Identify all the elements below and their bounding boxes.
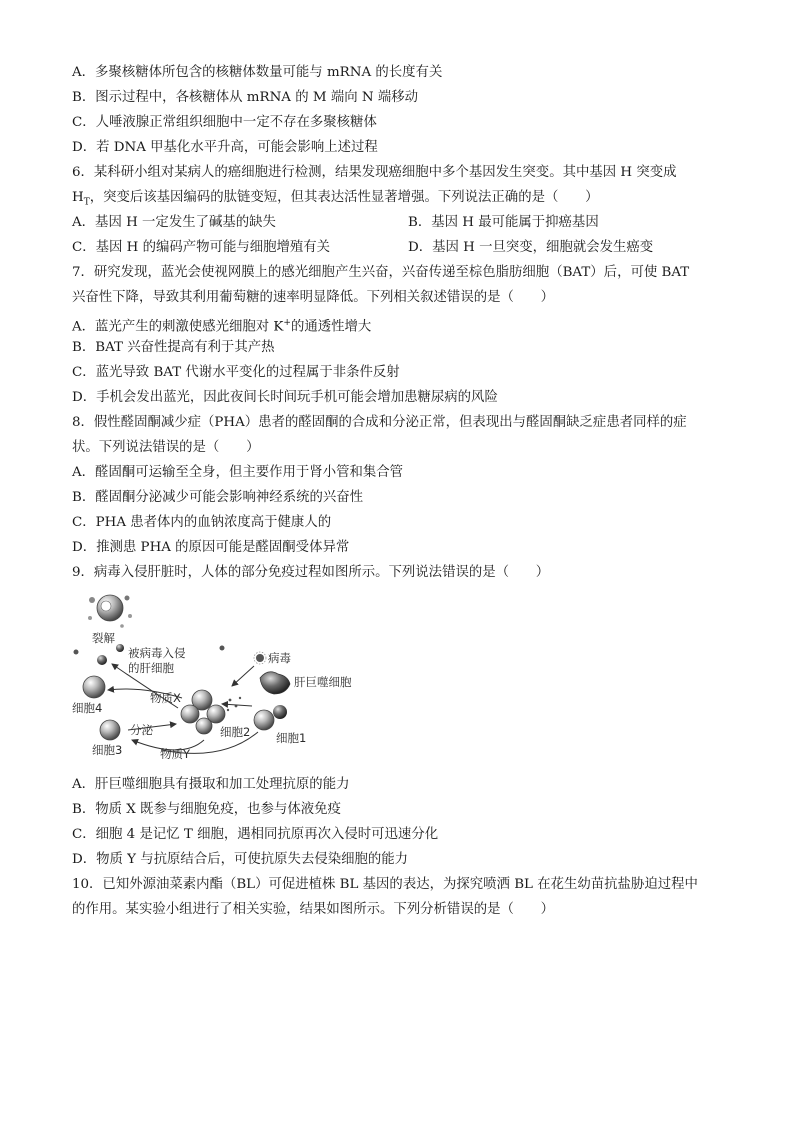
q7-option-a	[72, 313, 371, 333]
label-lyse: 裂解	[92, 631, 115, 645]
label-infected-line1: 被病毒入侵	[128, 646, 186, 660]
q10-stem-line2: 的作用。某实验小组进行了相关实验，结果如图所示。下列分析错误的是（ ）	[72, 902, 555, 917]
lysed-liver-cell	[88, 595, 132, 628]
q8-option-a: A．醛固酮可运输至全身，但主要作用于肾小管和集合管	[72, 465, 404, 480]
q5-option-c: C．人唾液腺正常组织细胞中一定不存在多聚核糖体	[72, 115, 377, 130]
q6-stem-text: ，突变后该基因编码的肽链变短，但其表达活性显著增强。下列说法正确的是（ ）	[89, 190, 599, 205]
q6-gene-subscript: T	[83, 197, 90, 208]
virus-particle	[220, 646, 225, 651]
q5-option-b: B．图示过程中，各核糖体从 mRNA 的 M 端向 N 端移动	[72, 90, 419, 105]
q7-option-c: C．蓝光导致 BAT 代谢水平变化的过程属于非条件反射	[72, 365, 400, 380]
q7-option-b: B．BAT 兴奋性提高有利于其产热	[72, 340, 275, 355]
q5-option-d: D．若 DNA 甲基化水平升高，可能会影响上述过程	[72, 140, 378, 155]
label-substance-x: 物质X	[150, 691, 181, 705]
q6-option-b: B．基因 H 最可能属于抑癌基因	[408, 215, 599, 230]
q6-option-c: C．基因 H 的编码产物可能与细胞增殖有关	[72, 240, 331, 255]
label-secrete: 分泌	[130, 723, 153, 737]
q7-option-a-text-end: 的通透性增大	[290, 319, 372, 335]
q5-option-a: A．多聚核糖体所包含的核糖体数量可能与 mRNA 的长度有关	[72, 65, 443, 80]
q8-option-b: B．醛固酮分泌减少可能会影响神经系统的兴奋性	[72, 490, 364, 505]
immune-process-figure	[72, 590, 372, 762]
q8-option-d: D．推测患 PHA 的原因可能是醛固酮受体异常	[72, 540, 350, 555]
label-cell3: 细胞3	[92, 743, 123, 757]
label-cell2: 细胞2	[220, 725, 251, 739]
q9-option-d: D．物质 Y 与抗原结合后，可使抗原失去侵染细胞的能力	[72, 852, 409, 867]
cell-2-cluster	[181, 690, 225, 734]
q6-stem-line1: 6．某科研小组对某病人的癌细胞进行检测，结果发现癌细胞中多个基因发生突变。其中基因 H 突变成	[72, 165, 677, 180]
infected-liver-cell	[97, 644, 124, 665]
label-cell4: 细胞4	[72, 701, 103, 715]
q10-stem-line1: 10．已知外源油菜素内酯（BL）可促进植株 BL 基因的表达，为探究喷洒 BL 在花生幼苗抗盐胁迫过程中	[72, 877, 698, 892]
label-substance-y: 物质Y	[160, 747, 191, 761]
label-macrophage: 肝巨噬细胞	[294, 675, 352, 689]
q9-option-a: A．肝巨噬细胞具有摄取和加工处理抗原的能力	[72, 777, 350, 792]
cell-3	[100, 720, 120, 740]
q7-stem-line1: 7．研究发现，蓝光会使视网膜上的感光细胞产生兴奋，兴奋传递至棕色脂肪细胞（BAT）后，可使 BAT	[72, 265, 690, 280]
label-virus: 病毒	[268, 651, 291, 665]
q7-stem-line2: 兴奋性下降，导致其利用葡萄糖的速率明显降低。下列相关叙述错误的是（ ）	[72, 290, 555, 305]
q8-option-c: C．PHA 患者体内的血钠浓度高于健康人的	[72, 515, 332, 530]
virus-icon	[254, 652, 266, 664]
q9-option-b: B．物质 X 既参与细胞免疫，也参与体液免疫	[72, 802, 341, 817]
q8-stem-line2: 状。下列说法错误的是（ ）	[72, 440, 260, 455]
q6-option-d: D．基因 H 一旦突变，细胞就会发生癌变	[408, 240, 654, 255]
virus-particle	[74, 650, 79, 655]
cell-4	[83, 676, 105, 698]
liver-macrophage	[260, 672, 290, 694]
label-infected-line2: 的肝细胞	[128, 661, 174, 675]
q9-stem: 9．病毒入侵肝脏时，人体的部分免疫过程如图所示。下列说法错误的是（ ）	[72, 565, 550, 580]
cell-1	[254, 705, 287, 730]
q7-ion-charge: +	[283, 318, 291, 328]
q8-stem-line1: 8．假性醛固酮减少症（PHA）患者的醛固酮的合成和分泌正常，但表现出与醛固酮缺乏症患者同样的症	[72, 415, 687, 430]
q7-option-a-text: A．蓝光产生的刺激使感光细胞对 K	[72, 319, 284, 335]
q6-stem-line2	[72, 188, 599, 208]
label-cell1: 细胞1	[276, 731, 307, 745]
q6-gene-symbol: H	[72, 190, 84, 205]
q6-option-a: A．基因 H 一定发生了碱基的缺失	[72, 215, 276, 230]
q7-option-d: D．手机会发出蓝光，因此夜间长时间玩手机可能会增加患糖尿病的风险	[72, 390, 498, 405]
q9-option-c: C．细胞 4 是记忆 T 细胞，遇相同抗原再次入侵时可迅速分化	[72, 827, 439, 842]
